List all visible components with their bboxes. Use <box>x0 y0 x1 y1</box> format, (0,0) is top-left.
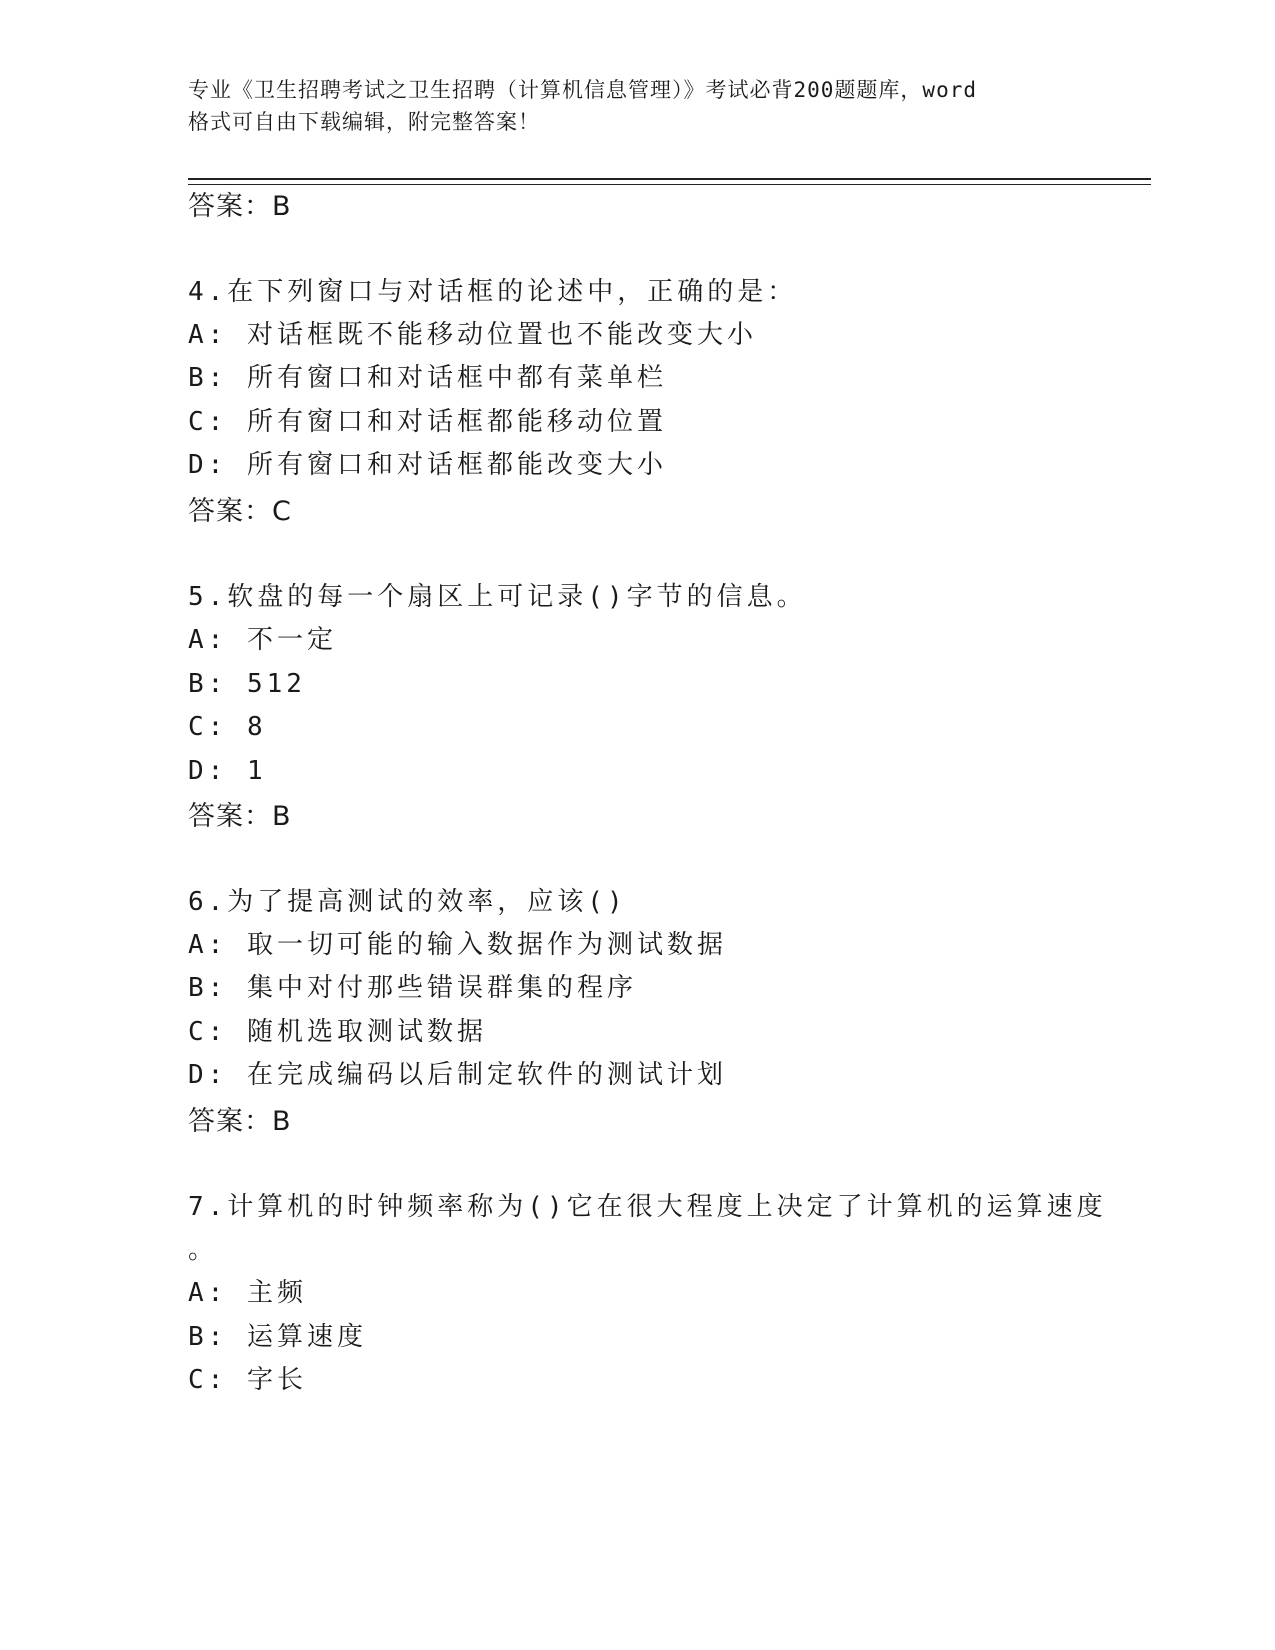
answer-line: 答案：B <box>188 1106 292 1137</box>
option-c: C: 8 <box>188 712 267 742</box>
option-d: D: 所有窗口和对话框都能改变大小 <box>188 450 667 480</box>
option-a: A: 不一定 <box>188 625 337 655</box>
option-b: B: 运算速度 <box>188 1322 367 1352</box>
document-header <box>188 74 1088 138</box>
question-stem: 7.计算机的时钟频率称为()它在很大程度上决定了计算机的运算速度 <box>188 1192 1107 1222</box>
answer-line: 答案：B <box>188 801 292 832</box>
header-line-1: 专业《卫生招聘考试之卫生招聘（计算机信息管理）》考试必背200题题库，word <box>188 78 977 102</box>
option-c: C: 字长 <box>188 1365 307 1395</box>
option-d: D: 1 <box>188 756 267 786</box>
question-stem: 4.在下列窗口与对话框的论述中，正确的是： <box>188 277 798 307</box>
question-stem: 6.为了提高测试的效率，应该() <box>188 887 627 917</box>
answer-line: 答案：C <box>188 496 292 527</box>
header-rule-thick <box>188 178 1151 180</box>
question-stem: 5.软盘的每一个扇区上可记录()字节的信息。 <box>188 582 807 612</box>
question-stem-continuation: 。 <box>188 1235 219 1265</box>
option-c: C: 所有窗口和对话框都能移动位置 <box>188 407 667 437</box>
option-b: B: 集中对付那些错误群集的程序 <box>188 973 637 1003</box>
option-a: A: 主频 <box>188 1278 307 1308</box>
option-d: D: 在完成编码以后制定软件的测试计划 <box>188 1060 727 1090</box>
option-c: C: 随机选取测试数据 <box>188 1017 487 1047</box>
header-line-2: 格式可自由下载编辑，附完整答案！ <box>188 110 540 134</box>
option-b: B: 512 <box>188 669 306 699</box>
answer-line: 答案：B <box>188 191 292 222</box>
option-b: B: 所有窗口和对话框中都有菜单栏 <box>188 363 667 393</box>
option-a: A: 对话框既不能移动位置也不能改变大小 <box>188 320 757 350</box>
header-rule-thin <box>188 184 1151 185</box>
option-a: A: 取一切可能的输入数据作为测试数据 <box>188 930 727 960</box>
